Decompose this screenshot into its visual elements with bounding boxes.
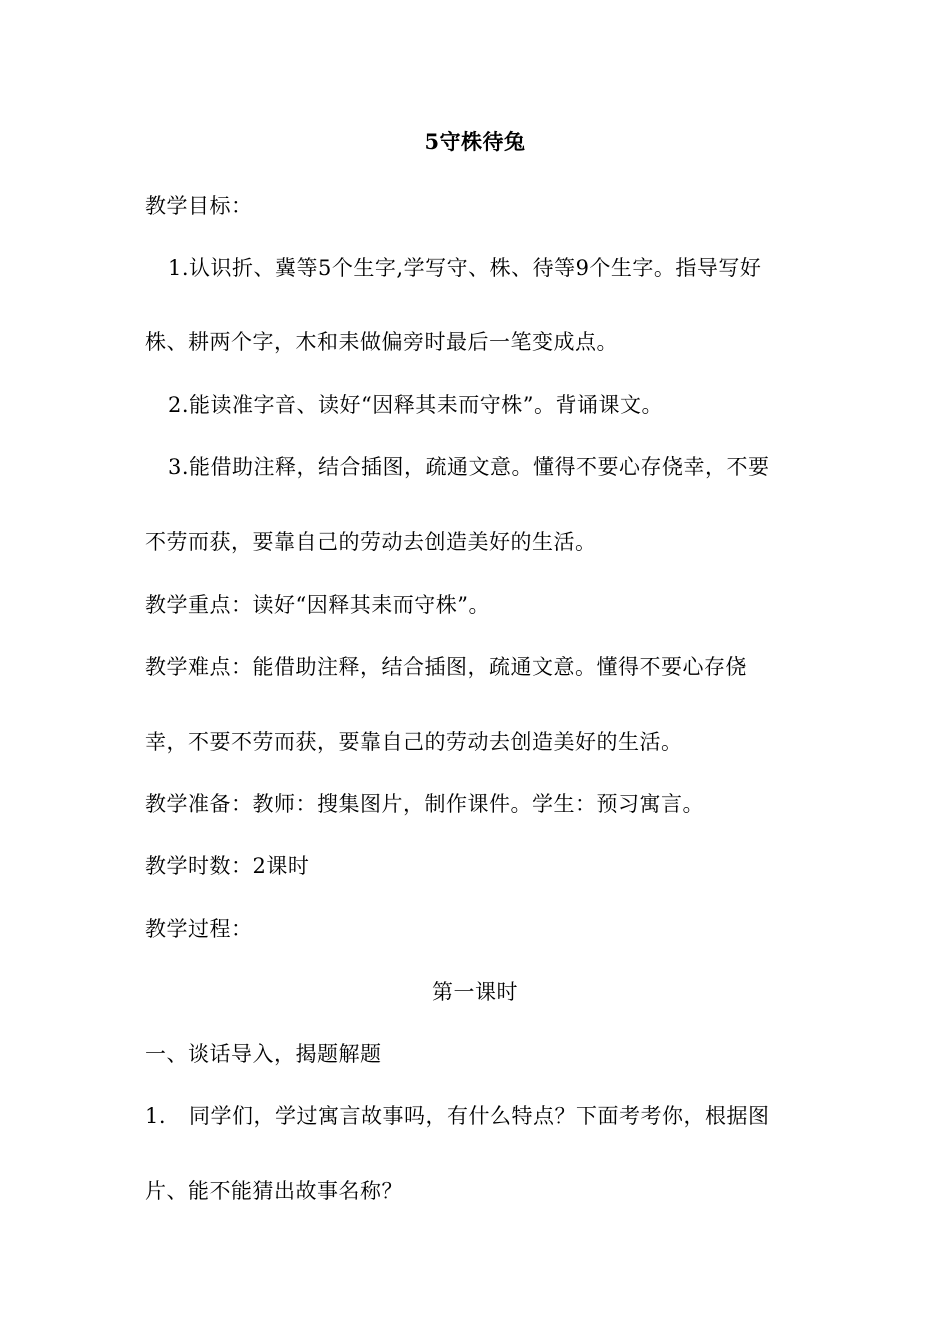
difficulty-line-2: 幸，不要不劳而获，要靠自己的劳动去创造美好的生活。 [145, 730, 683, 754]
objective-1-line-1: 1.认识折、冀等5个生字,学写守、株、待等9个生字。指导写好 [168, 256, 762, 280]
document-title: 5守株待兔 [424, 129, 526, 154]
section-1-heading: 一、谈话导入，揭题解题 [145, 1042, 382, 1066]
key-point: 教学重点：读好“因释其耒而守株”。 [145, 593, 490, 617]
objective-3-line-2: 不劳而获，要靠自己的劳动去创造美好的生活。 [145, 530, 597, 554]
step-1-text: 同学们，学过寓言故事吗，有什么特点？下面考考你，根据图 [189, 1104, 770, 1128]
step-1-number: 1. [145, 1104, 167, 1128]
objective-1-line-2: 株、耕两个字，木和耒做偏旁时最后一笔变成点。 [145, 330, 618, 354]
teaching-hours: 教学时数：2课时 [145, 854, 310, 878]
step-1-line-2: 片、能不能猜出故事名称？ [145, 1179, 403, 1203]
difficulty-line-1: 教学难点：能借助注释，结合插图，疏通文意。懂得不要心存侥 [145, 655, 747, 679]
objective-3-line-1: 3.能借助注释，结合插图，疏通文意。懂得不要心存侥幸，不要 [168, 455, 770, 479]
objective-2: 2.能读准字音、读好“因释其耒而守株”。背诵课文。 [168, 393, 664, 417]
objectives-heading: 教学目标： [145, 194, 253, 218]
preparation: 教学准备：教师：搜集图片，制作课件。学生：预习寓言。 [145, 792, 704, 816]
process-heading: 教学过程： [145, 917, 253, 941]
step-1-line-1 [145, 1102, 770, 1130]
lesson-heading: 第一课时 [432, 980, 518, 1004]
